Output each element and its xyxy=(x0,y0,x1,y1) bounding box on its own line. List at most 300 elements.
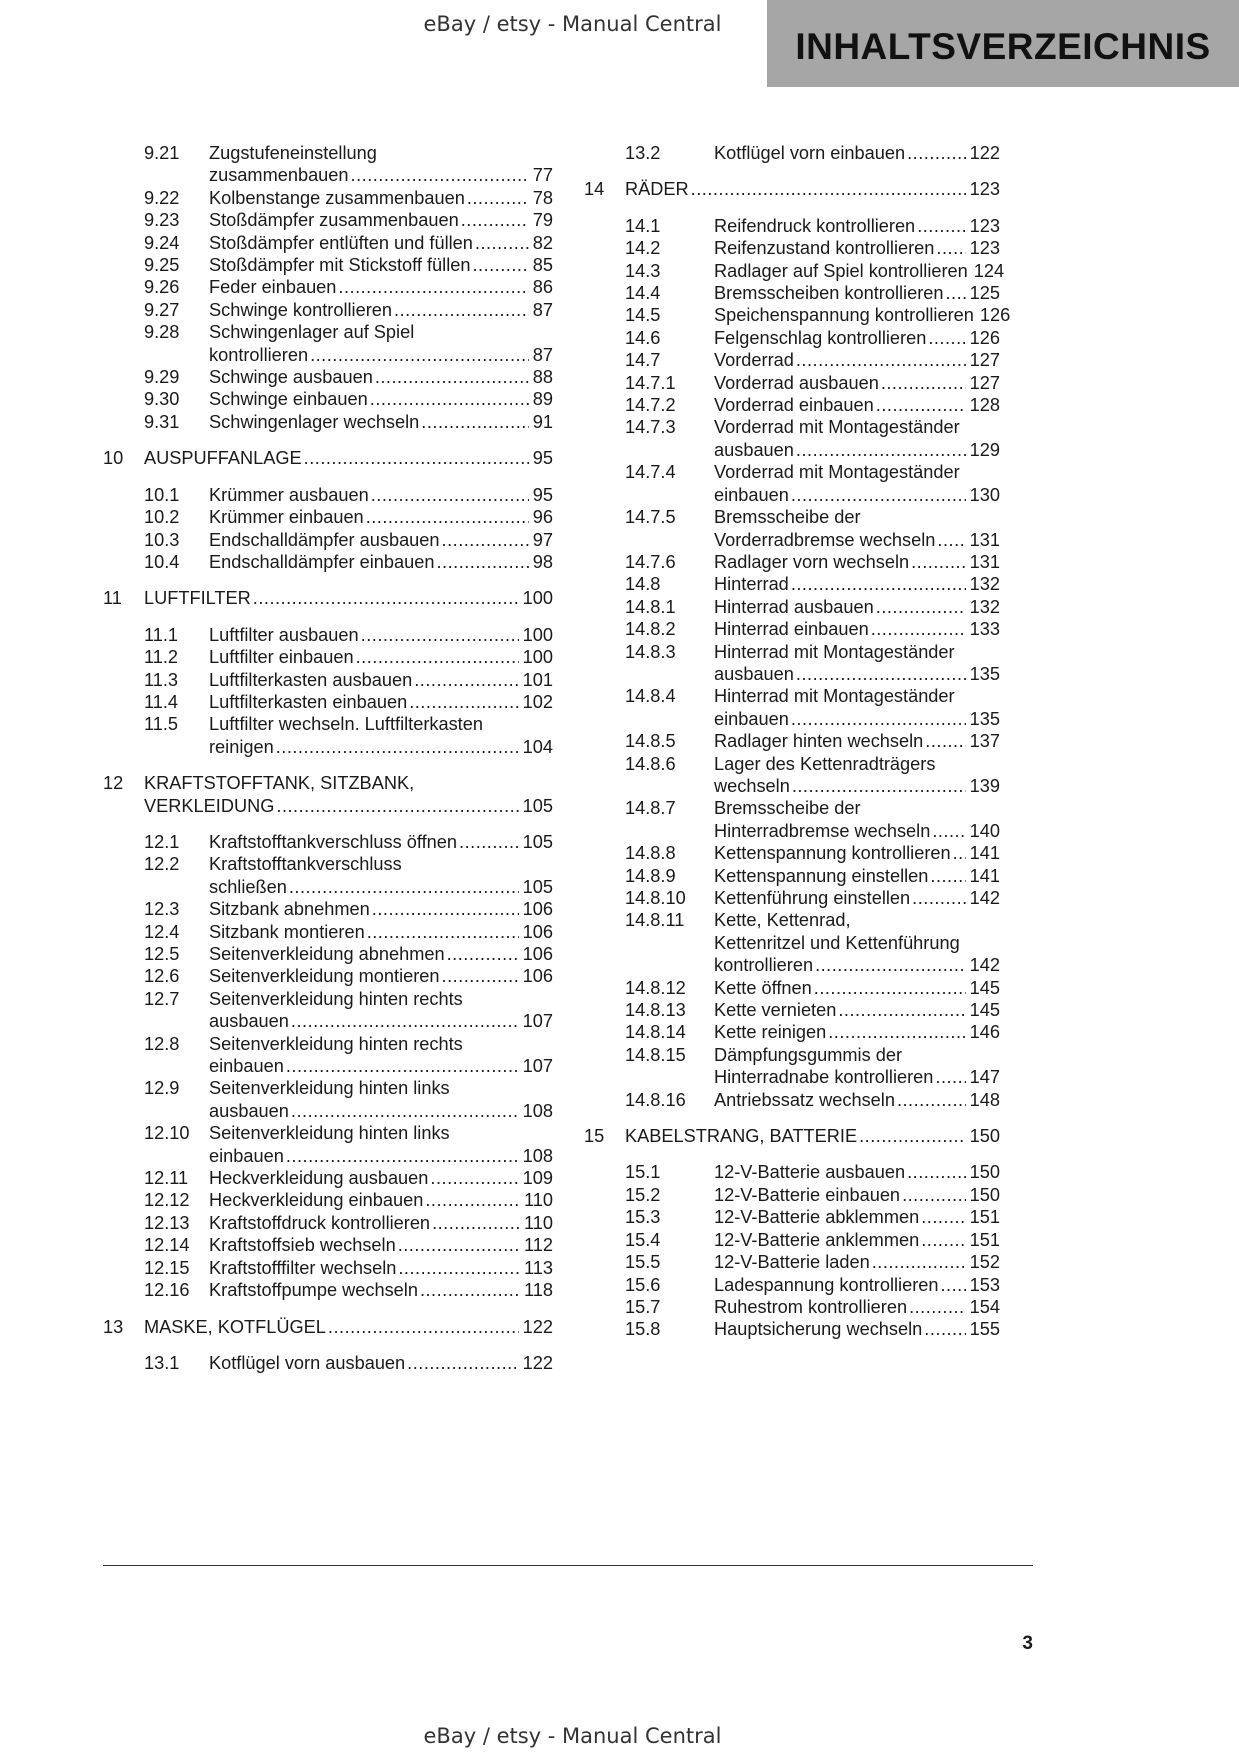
toc-title-text: Heckverkleidung ausbauen xyxy=(209,1168,429,1189)
toc-entry[interactable] xyxy=(584,304,1011,326)
toc-entry[interactable] xyxy=(584,1044,1000,1089)
toc-leader-dots xyxy=(876,596,966,618)
toc-entry[interactable] xyxy=(584,797,1000,842)
toc-leader-dots xyxy=(289,876,519,898)
toc-entry[interactable] xyxy=(584,887,1000,909)
toc-entry[interactable] xyxy=(103,646,553,668)
toc-title xyxy=(714,372,1000,394)
toc-title xyxy=(714,685,1000,730)
toc-title xyxy=(209,551,553,573)
toc-leader-dots xyxy=(907,142,966,164)
toc-title-text: Speichenspannung kontrollieren xyxy=(714,305,974,326)
toc-title-last-line xyxy=(714,1274,1000,1296)
toc-number: 14.8.1 xyxy=(625,596,676,617)
toc-title-text: Schwingenlager wechseln xyxy=(209,411,420,432)
toc-entry[interactable] xyxy=(103,1279,553,1301)
toc-entry[interactable] xyxy=(584,142,1000,164)
toc-page-number: 109 xyxy=(522,1168,553,1189)
toc-title-last-line xyxy=(714,820,1000,842)
toc-title-last-line xyxy=(209,1189,553,1211)
toc-title xyxy=(144,587,553,609)
toc-page-number: 106 xyxy=(522,966,553,987)
toc-title-text: Kette öffnen xyxy=(714,977,812,998)
toc-entry[interactable] xyxy=(103,853,553,898)
toc-title xyxy=(209,1279,553,1301)
toc-leader-dots xyxy=(461,209,529,231)
toc-page-number: 112 xyxy=(524,1235,553,1256)
toc-number: 12.5 xyxy=(144,944,180,964)
toc-title xyxy=(625,1125,1000,1147)
toc-title-last-line xyxy=(209,209,553,231)
toc-number: 12.13 xyxy=(144,1212,190,1233)
toc-title-last-line xyxy=(209,411,553,433)
toc-leader-dots xyxy=(398,1234,520,1256)
toc-entry[interactable] xyxy=(584,551,1000,573)
toc-title-text: AUSPUFFANLAGE xyxy=(144,448,302,469)
toc-title-last-line xyxy=(714,327,1000,349)
toc-entry[interactable] xyxy=(103,506,553,528)
toc-number: 13.2 xyxy=(625,143,661,163)
toc-entry[interactable] xyxy=(103,299,553,321)
toc-page-number: 97 xyxy=(532,529,553,550)
toc-entry[interactable] xyxy=(584,372,1000,394)
toc-leader-dots xyxy=(291,1100,519,1122)
toc-entry[interactable] xyxy=(584,506,1000,551)
toc-title-text: 12-V-Batterie einbauen xyxy=(714,1184,901,1205)
toc-entry[interactable] xyxy=(584,461,1000,506)
toc-title-text: Hinterrad einbauen xyxy=(714,619,869,640)
toc-number: 12.1 xyxy=(144,831,180,852)
toc-entry[interactable] xyxy=(584,416,1000,461)
toc-page-number: 108 xyxy=(522,1145,553,1166)
toc-title-last-line xyxy=(714,954,1000,976)
toc-leader-dots xyxy=(276,795,518,817)
toc-entry[interactable] xyxy=(103,898,553,920)
toc-title-text: Radlager auf Spiel kontrollieren xyxy=(714,260,968,281)
toc-entry[interactable] xyxy=(103,1189,553,1211)
toc-title xyxy=(209,831,553,853)
toc-number: 14.8.14 xyxy=(625,1022,686,1043)
toc-number: 10.3 xyxy=(144,529,180,550)
toc-entry[interactable] xyxy=(584,1161,1000,1183)
toc-entry[interactable] xyxy=(584,685,1000,730)
toc-number: 14.8.15 xyxy=(625,1044,686,1065)
toc-title xyxy=(714,865,1000,887)
toc-title xyxy=(209,1077,553,1122)
toc-leader-dots xyxy=(430,1167,518,1189)
toc-title xyxy=(209,232,553,254)
toc-entry[interactable] xyxy=(103,1212,553,1234)
toc-page-number: 122 xyxy=(522,1316,553,1337)
toc-page-number: 153 xyxy=(969,1274,1000,1295)
toc-page-number: 101 xyxy=(522,669,553,690)
toc-number: 14.8.2 xyxy=(625,619,676,640)
toc-title-text: Schwinge einbauen xyxy=(209,389,368,410)
toc-page-number: 135 xyxy=(969,663,1000,684)
toc-entry[interactable] xyxy=(584,237,1000,259)
toc-title xyxy=(209,646,553,668)
toc-entry[interactable] xyxy=(584,753,1000,798)
toc-title-last-line xyxy=(209,551,553,573)
toc-title-line: Luftfilter wechseln. Luftfilterkasten xyxy=(209,714,483,735)
toc-entry[interactable] xyxy=(584,394,1000,416)
toc-title-text: Vorderrad xyxy=(714,350,794,371)
toc-number: 14.8.5 xyxy=(625,731,676,752)
toc-entry[interactable] xyxy=(584,215,1000,237)
toc-page-number: 125 xyxy=(969,283,1000,304)
toc-title xyxy=(714,977,1000,999)
toc-title xyxy=(209,388,553,410)
toc-title-last-line xyxy=(209,921,553,943)
toc-entry[interactable] xyxy=(103,713,553,758)
toc-entry[interactable] xyxy=(103,321,553,366)
toc-title xyxy=(209,624,553,646)
toc-chapter[interactable] xyxy=(103,772,553,817)
toc-entry[interactable] xyxy=(103,1122,553,1167)
toc-entry[interactable] xyxy=(584,977,1000,999)
toc-number: 12.3 xyxy=(144,899,180,920)
toc-title-line: Schwingenlager auf Spiel xyxy=(209,322,415,343)
toc-entry[interactable] xyxy=(103,831,553,853)
toc-entry[interactable] xyxy=(103,529,553,551)
toc-leader-dots xyxy=(881,372,966,394)
toc-entry[interactable] xyxy=(103,1234,553,1256)
toc-title-last-line xyxy=(714,1066,1000,1088)
toc-entry[interactable] xyxy=(103,1077,553,1122)
toc-page-number: 95 xyxy=(532,448,553,469)
toc-title xyxy=(209,1234,553,1256)
toc-leader-dots xyxy=(394,299,529,321)
toc-leader-dots xyxy=(815,954,966,976)
toc-page-number: 110 xyxy=(524,1212,553,1233)
toc-title-text: einbauen xyxy=(209,1056,284,1077)
toc-leader-dots xyxy=(351,164,529,186)
toc-entry[interactable] xyxy=(103,1033,553,1078)
toc-leader-dots xyxy=(897,1089,966,1111)
toc-number: 14.5 xyxy=(625,305,661,326)
toc-page-number: 131 xyxy=(969,551,1000,572)
toc-leader-dots xyxy=(375,366,529,388)
toc-page-number: 142 xyxy=(969,888,1000,908)
toc-page-number: 133 xyxy=(969,619,1000,640)
toc-leader-dots xyxy=(940,1274,965,1296)
toc-title xyxy=(209,669,553,691)
toc-page-number: 127 xyxy=(969,372,1000,393)
toc-title-text: Seitenverkleidung abnehmen xyxy=(209,944,445,964)
toc-title-text: Vorderrad einbauen xyxy=(714,395,874,416)
toc-page-number: 98 xyxy=(532,551,553,572)
toc-number: 14.8.4 xyxy=(625,686,676,707)
toc-entry[interactable] xyxy=(584,260,1005,282)
toc-chapter[interactable] xyxy=(584,1125,1000,1147)
toc-entry[interactable] xyxy=(584,1206,1000,1228)
toc-entry[interactable] xyxy=(584,1318,1000,1340)
toc-title-last-line xyxy=(209,484,553,506)
toc-title-text: Luftfilter einbauen xyxy=(209,647,354,668)
toc-title-last-line xyxy=(209,669,553,691)
toc-page-number: 145 xyxy=(969,1000,1000,1021)
toc-entry[interactable] xyxy=(103,691,553,713)
toc-title-last-line xyxy=(714,1089,1000,1111)
toc-leader-dots xyxy=(420,1279,520,1301)
toc-entry[interactable] xyxy=(584,1089,1000,1111)
toc-title-last-line xyxy=(714,1184,1000,1206)
toc-number: 11 xyxy=(103,588,122,609)
toc-title xyxy=(209,506,553,528)
toc-number: 10.4 xyxy=(144,551,180,572)
toc-page-number: 107 xyxy=(522,1056,553,1077)
toc-entry[interactable] xyxy=(584,327,1000,349)
toc-title xyxy=(714,142,1000,164)
toc-title-last-line xyxy=(714,394,1000,416)
toc-number: 9.31 xyxy=(144,411,180,432)
toc-number: 9.27 xyxy=(144,299,180,320)
toc-title-last-line xyxy=(714,1296,1000,1318)
toc-number: 9.24 xyxy=(144,232,180,253)
toc-title-text: Endschalldämpfer ausbauen xyxy=(209,529,440,550)
toc-number: 13.1 xyxy=(144,1352,180,1373)
toc-number: 11.4 xyxy=(144,691,179,712)
toc-number: 9.28 xyxy=(144,322,180,343)
toc-title-text: VERKLEIDUNG xyxy=(144,795,275,816)
toc-leader-dots xyxy=(936,237,965,259)
toc-title xyxy=(714,237,1000,259)
toc-page-number: 141 xyxy=(969,865,1000,886)
toc-page-number: 131 xyxy=(969,529,1000,550)
toc-page-number: 96 xyxy=(532,507,553,528)
toc-title-last-line xyxy=(714,237,1000,259)
toc-title-last-line xyxy=(209,646,553,668)
toc-number: 9.30 xyxy=(144,389,180,410)
toc-page-number: 82 xyxy=(532,232,553,253)
toc-column-right xyxy=(584,142,1011,1341)
toc-entry[interactable] xyxy=(103,551,553,573)
toc-number: 12.9 xyxy=(144,1078,180,1099)
toc-title-last-line xyxy=(714,349,1000,371)
toc-leader-dots xyxy=(436,551,528,573)
toc-title-line: Bremsscheibe der xyxy=(714,798,861,819)
toc-chapter[interactable] xyxy=(103,587,553,609)
toc-title-line: Kette, Kettenrad, xyxy=(714,910,851,931)
toc-title-last-line xyxy=(209,506,553,528)
toc-entry[interactable] xyxy=(584,1251,1000,1273)
toc-title-last-line xyxy=(714,775,1000,797)
toc-title-text: schließen xyxy=(209,876,287,897)
toc-page-number: 127 xyxy=(969,350,1000,371)
toc-title-text: Radlager vorn wechseln xyxy=(714,551,910,572)
toc-page-number: 150 xyxy=(969,1162,1000,1183)
toc-entry[interactable] xyxy=(103,624,553,646)
toc-number: 12.6 xyxy=(144,966,180,987)
toc-leader-dots xyxy=(425,1189,520,1211)
toc-entry[interactable] xyxy=(584,1274,1000,1296)
toc-title-text: Luftfilter ausbauen xyxy=(209,624,359,645)
toc-title-line: Seitenverkleidung hinten rechts xyxy=(209,1033,463,1054)
toc-number: 14.2 xyxy=(625,238,661,259)
toc-entry[interactable] xyxy=(584,842,1000,864)
toc-page-number: 91 xyxy=(532,411,553,432)
toc-page-number: 122 xyxy=(522,1352,553,1373)
toc-entry[interactable] xyxy=(584,1296,1000,1318)
toc-title-last-line xyxy=(209,388,553,410)
toc-entry[interactable] xyxy=(103,276,553,298)
toc-entry[interactable] xyxy=(103,1167,553,1189)
toc-title-last-line xyxy=(144,587,553,609)
toc-number: 14.8.8 xyxy=(625,843,676,864)
toc-number: 11.1 xyxy=(144,624,179,645)
toc-page-number: 122 xyxy=(969,143,1000,163)
toc-entry[interactable] xyxy=(584,573,1000,595)
toc-number: 14.7.2 xyxy=(625,395,676,416)
toc-title xyxy=(714,1021,1000,1043)
toc-chapter[interactable] xyxy=(584,178,1000,200)
toc-title-text: KABELSTRANG, BATTERIE xyxy=(625,1126,858,1147)
toc-number: 14.8.10 xyxy=(625,888,686,908)
toc-entry[interactable] xyxy=(584,1021,1000,1043)
toc-leader-dots xyxy=(872,1251,966,1273)
toc-entry[interactable] xyxy=(103,965,553,987)
toc-title-text: Schwinge ausbauen xyxy=(209,367,373,388)
toc-title xyxy=(714,349,1000,371)
toc-entry[interactable] xyxy=(103,209,553,231)
toc-title-text: einbauen xyxy=(209,1145,284,1166)
toc-entry[interactable] xyxy=(584,618,1000,640)
toc-title-text: 12-V-Batterie laden xyxy=(714,1252,870,1273)
toc-leader-dots xyxy=(361,624,519,646)
toc-page-number: 135 xyxy=(969,708,1000,729)
toc-page-number: 87 xyxy=(532,299,553,320)
toc-number: 15.2 xyxy=(625,1184,661,1205)
toc-leader-dots xyxy=(796,349,966,371)
toc-page-number: 154 xyxy=(969,1296,1000,1317)
toc-title-line: Dämpfungsgummis der xyxy=(714,1044,903,1065)
toc-leader-dots xyxy=(286,1055,519,1077)
toc-leader-dots xyxy=(459,831,519,853)
toc-chapter[interactable] xyxy=(103,1316,553,1338)
toc-leader-dots xyxy=(838,999,965,1021)
toc-chapter[interactable] xyxy=(103,447,553,469)
toc-title-last-line xyxy=(625,178,1000,200)
toc-leader-dots xyxy=(928,327,965,349)
toc-page-number: 78 xyxy=(532,187,553,208)
toc-entry[interactable] xyxy=(103,142,553,187)
toc-title-text: Sitzbank montieren xyxy=(209,921,365,942)
toc-entry[interactable] xyxy=(584,909,1000,976)
toc-number: 14.7.4 xyxy=(625,462,676,483)
toc-entry[interactable] xyxy=(584,730,1000,752)
toc-title-last-line xyxy=(714,260,1005,282)
toc-entry[interactable] xyxy=(103,943,553,965)
toc-entry[interactable] xyxy=(103,1257,553,1279)
toc-leader-dots xyxy=(409,691,518,713)
toc-title xyxy=(209,321,553,366)
toc-leader-dots xyxy=(304,447,529,469)
toc-title-last-line xyxy=(144,1316,553,1338)
toc-title xyxy=(144,772,553,817)
toc-leader-dots xyxy=(367,921,519,943)
toc-title xyxy=(714,1184,1000,1206)
toc-number: 12.7 xyxy=(144,988,180,1009)
toc-title-text: Reifenzustand kontrollieren xyxy=(714,238,935,259)
toc-title-text: RÄDER xyxy=(625,179,689,200)
toc-entry[interactable] xyxy=(584,999,1000,1021)
toc-title xyxy=(209,1167,553,1189)
toc-number: 12.4 xyxy=(144,921,180,942)
toc-entry[interactable] xyxy=(103,187,553,209)
toc-entry[interactable] xyxy=(103,988,553,1033)
toc-title-text: Kraftstofffilter wechseln xyxy=(209,1257,397,1278)
toc-entry[interactable] xyxy=(103,921,553,943)
toc-page-number: 147 xyxy=(969,1067,1000,1088)
toc-number: 14.1 xyxy=(625,215,661,236)
toc-title xyxy=(209,187,553,209)
toc-entry[interactable] xyxy=(103,484,553,506)
toc-title-text: Kraftstoffsieb wechseln xyxy=(209,1235,396,1256)
toc-title xyxy=(209,853,553,898)
toc-title-last-line xyxy=(209,624,553,646)
toc-title xyxy=(714,842,1000,864)
toc-page-number: 88 xyxy=(532,367,553,388)
toc-title xyxy=(714,260,1005,282)
toc-title-text: Stoßdämpfer zusammenbauen xyxy=(209,210,459,231)
toc-page-number: 110 xyxy=(524,1190,553,1211)
toc-title xyxy=(144,1316,553,1338)
toc-number: 9.26 xyxy=(144,277,180,298)
toc-title-text: LUFTFILTER xyxy=(144,588,251,609)
toc-entry[interactable] xyxy=(103,366,553,388)
toc-entry[interactable] xyxy=(103,411,553,433)
toc-entry[interactable] xyxy=(103,669,553,691)
toc-title-text: Kette reinigen xyxy=(714,1022,827,1043)
toc-entry[interactable] xyxy=(103,232,553,254)
toc-number: 13 xyxy=(103,1316,124,1337)
toc-page-number: 123 xyxy=(969,179,1000,200)
toc-number: 11.2 xyxy=(144,647,179,668)
toc-title-text: kontrollieren xyxy=(714,955,814,976)
toc-title-line: Zugstufeneinstellung xyxy=(209,143,377,163)
toc-leader-dots xyxy=(286,1145,519,1167)
toc-number: 14.4 xyxy=(625,283,661,304)
toc-page-number: 108 xyxy=(522,1100,553,1121)
toc-title-line: Seitenverkleidung hinten links xyxy=(209,1078,450,1099)
toc-title-text: Luftfilterkasten ausbauen xyxy=(209,669,413,690)
toc-entry[interactable] xyxy=(584,596,1000,618)
toc-entry[interactable] xyxy=(584,349,1000,371)
toc-entry[interactable] xyxy=(584,282,1000,304)
toc-leader-dots xyxy=(447,943,519,965)
toc-title-last-line xyxy=(209,1257,553,1279)
toc-entry[interactable] xyxy=(103,1352,553,1374)
toc-title-last-line xyxy=(209,1212,553,1234)
toc-page-number: 152 xyxy=(969,1252,1000,1273)
toc-number: 14.8.3 xyxy=(625,641,676,662)
toc-title xyxy=(209,943,553,965)
toc-title-last-line xyxy=(714,215,1000,237)
toc-entry[interactable] xyxy=(584,1229,1000,1251)
toc-entry[interactable] xyxy=(584,641,1000,686)
toc-entry[interactable] xyxy=(103,254,553,276)
toc-title-last-line xyxy=(209,1010,553,1032)
toc-title-text: ausbauen xyxy=(714,663,794,684)
footer-divider xyxy=(103,1565,1033,1566)
toc-number: 14.3 xyxy=(625,260,661,281)
toc-page-number: 130 xyxy=(969,484,1000,505)
toc-entry[interactable] xyxy=(584,865,1000,887)
toc-entry[interactable] xyxy=(584,1184,1000,1206)
toc-leader-dots xyxy=(792,775,966,797)
toc-entry[interactable] xyxy=(103,388,553,410)
toc-title-text: Vorderrad ausbauen xyxy=(714,372,879,393)
